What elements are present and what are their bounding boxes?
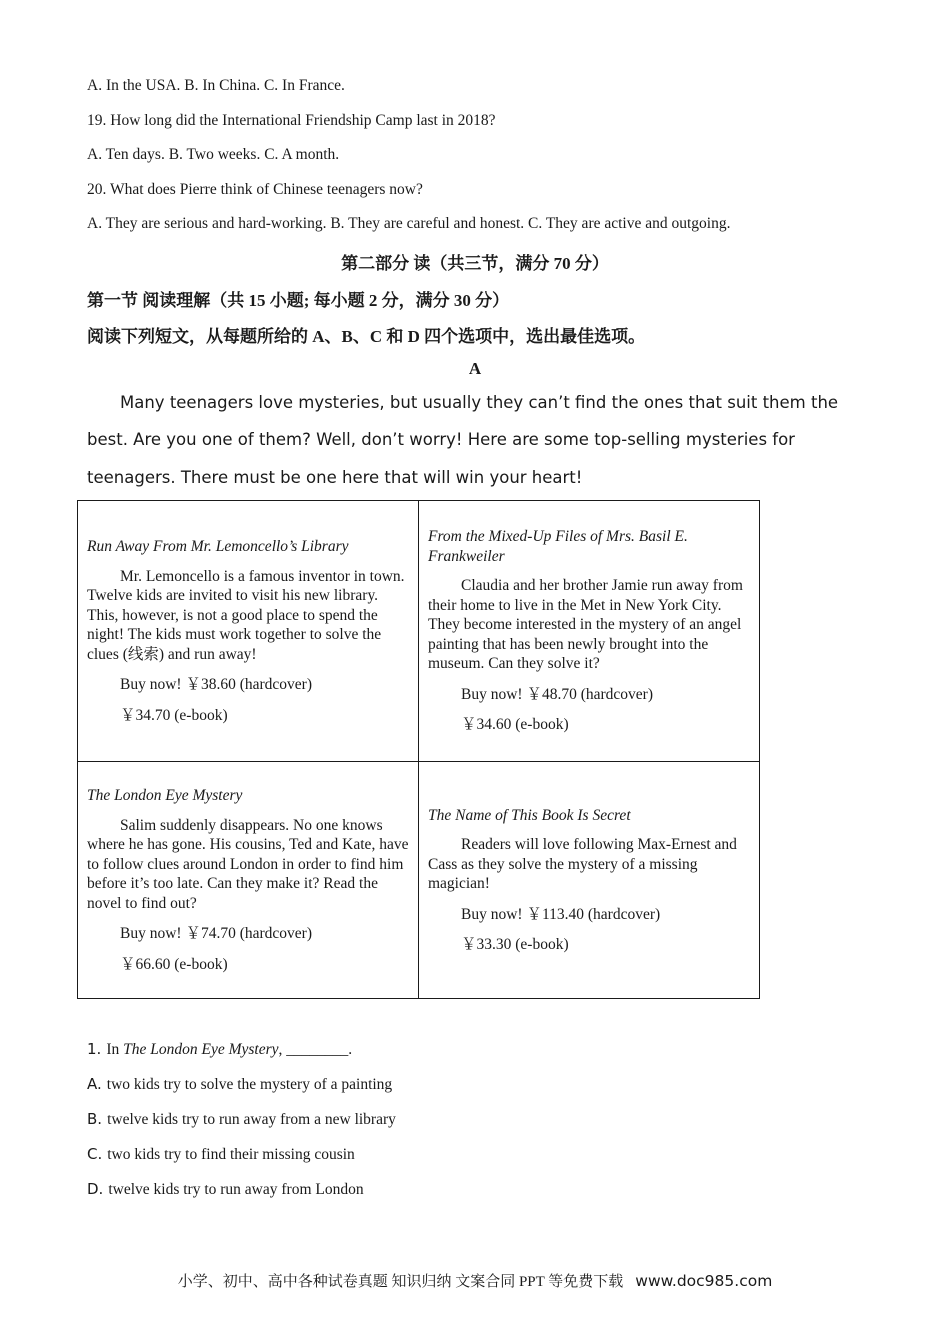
section-heading: 第一节 阅读理解（共 15 小题; 每小题 2 分，满分 30 分）: [87, 291, 510, 310]
prev-option-line-1: A. In the USA. B. In China. C. In France.: [87, 77, 345, 94]
book-description: Mr. Lemoncello is a famous inventor in town. Twelve kids are invited to visit his new library. This, however, is not a good place to spend the night! The kids must work together to solve the clues (线索) and run away!: [87, 567, 405, 663]
intro-line: teenagers. There must be one here that will win your heart!: [87, 468, 583, 487]
option-text: twelve kids try to run away from London: [108, 1181, 364, 1198]
question-1: [87, 1040, 352, 1059]
book-title: The London Eye Mystery: [87, 787, 243, 804]
book-description: Salim suddenly disappears. No one knows where he has gone. His cousins, Ted and Kate, have to follow clues around London in order to find him before it’s too late. Can they make it? Read the novel to find out?: [87, 816, 409, 912]
question-number: 1.: [87, 1040, 102, 1058]
question-book-title: The London Eye Mystery: [123, 1041, 279, 1058]
book-cell: [78, 762, 419, 999]
question-20: 20. What does Pierre think of Chinese teenagers now?: [87, 181, 423, 198]
page-footer: [0, 1270, 950, 1291]
question-prefix: In: [106, 1041, 124, 1058]
option-letter: B.: [87, 1110, 103, 1128]
book-cell: [419, 501, 760, 762]
option-text: twelve kids try to run away from a new library: [107, 1111, 396, 1128]
book-cell: [419, 762, 760, 999]
books-table: [77, 500, 760, 999]
book-description: Claudia and her brother Jamie run away from their home to live in the Met in New York City. They become interested in the mystery of an angel painting that has been newly brought into the museum. Can they solve it?: [428, 577, 743, 673]
book-cell: [78, 501, 419, 762]
intro-line: Many teenagers love mysteries, but usually they can’t find the ones that suit them the: [120, 393, 839, 412]
prev-option-line-20: A. They are serious and hard-working. B. They are careful and honest. C. They are active and outgoing.: [87, 215, 731, 232]
footer-site-link[interactable]: www.doc985.com: [635, 1272, 773, 1290]
price-hardcover: Buy now! ￥38.60 (hardcover): [120, 676, 312, 693]
prev-option-line-19: A. Ten days. B. Two weeks. C. A month.: [87, 146, 340, 163]
part-heading: 第二部分 读（共三节，满分 70 分）: [341, 254, 609, 273]
option-a: [87, 1075, 392, 1094]
price-ebook: ￥66.60 (e-book): [120, 955, 228, 973]
book-description: Readers will love following Max-Ernest and Cass as they solve the mystery of a missing magician!: [428, 836, 737, 892]
price-ebook: ￥33.30 (e-book): [461, 936, 569, 953]
instruction: 阅读下列短文，从每题所给的 A、B、C 和 D 四个选项中，选出最佳选项。: [87, 327, 646, 346]
intro-line: best. Are you one of them? Well, don’t worry! Here are some top-selling mysteries for: [87, 430, 795, 449]
question-19: 19. How long did the International Friendship Camp last in 2018?: [87, 112, 496, 129]
price-hardcover: Buy now! ￥74.70 (hardcover): [120, 925, 312, 942]
price-hardcover: Buy now! ￥48.70 (hardcover): [461, 685, 653, 703]
option-letter: C.: [87, 1145, 103, 1163]
option-letter: A.: [87, 1075, 102, 1093]
option-c: [87, 1145, 355, 1164]
option-text: two kids try to solve the mystery of a painting: [106, 1076, 393, 1093]
book-title: From the Mixed-Up Files of Mrs. Basil E. Frankweiler: [428, 528, 688, 565]
option-letter: D.: [87, 1180, 104, 1198]
footer-text: 小学、初中、高中各种试卷真题 知识归纳 文案合同 PPT 等免费下载: [177, 1274, 624, 1290]
option-d: [87, 1180, 364, 1199]
book-title: The Name of This Book Is Secret: [428, 806, 631, 824]
book-title: Run Away From Mr. Lemoncello’s Library: [87, 538, 349, 555]
question-suffix: , ________.: [278, 1041, 353, 1058]
price-hardcover: Buy now! ￥113.40 (hardcover): [461, 905, 661, 923]
passage-label: A: [468, 359, 482, 378]
option-b: [87, 1110, 396, 1129]
option-text: two kids try to find their missing cousin: [107, 1146, 355, 1163]
price-ebook: ￥34.70 (e-book): [120, 706, 228, 724]
price-ebook: ￥34.60 (e-book): [461, 716, 569, 734]
